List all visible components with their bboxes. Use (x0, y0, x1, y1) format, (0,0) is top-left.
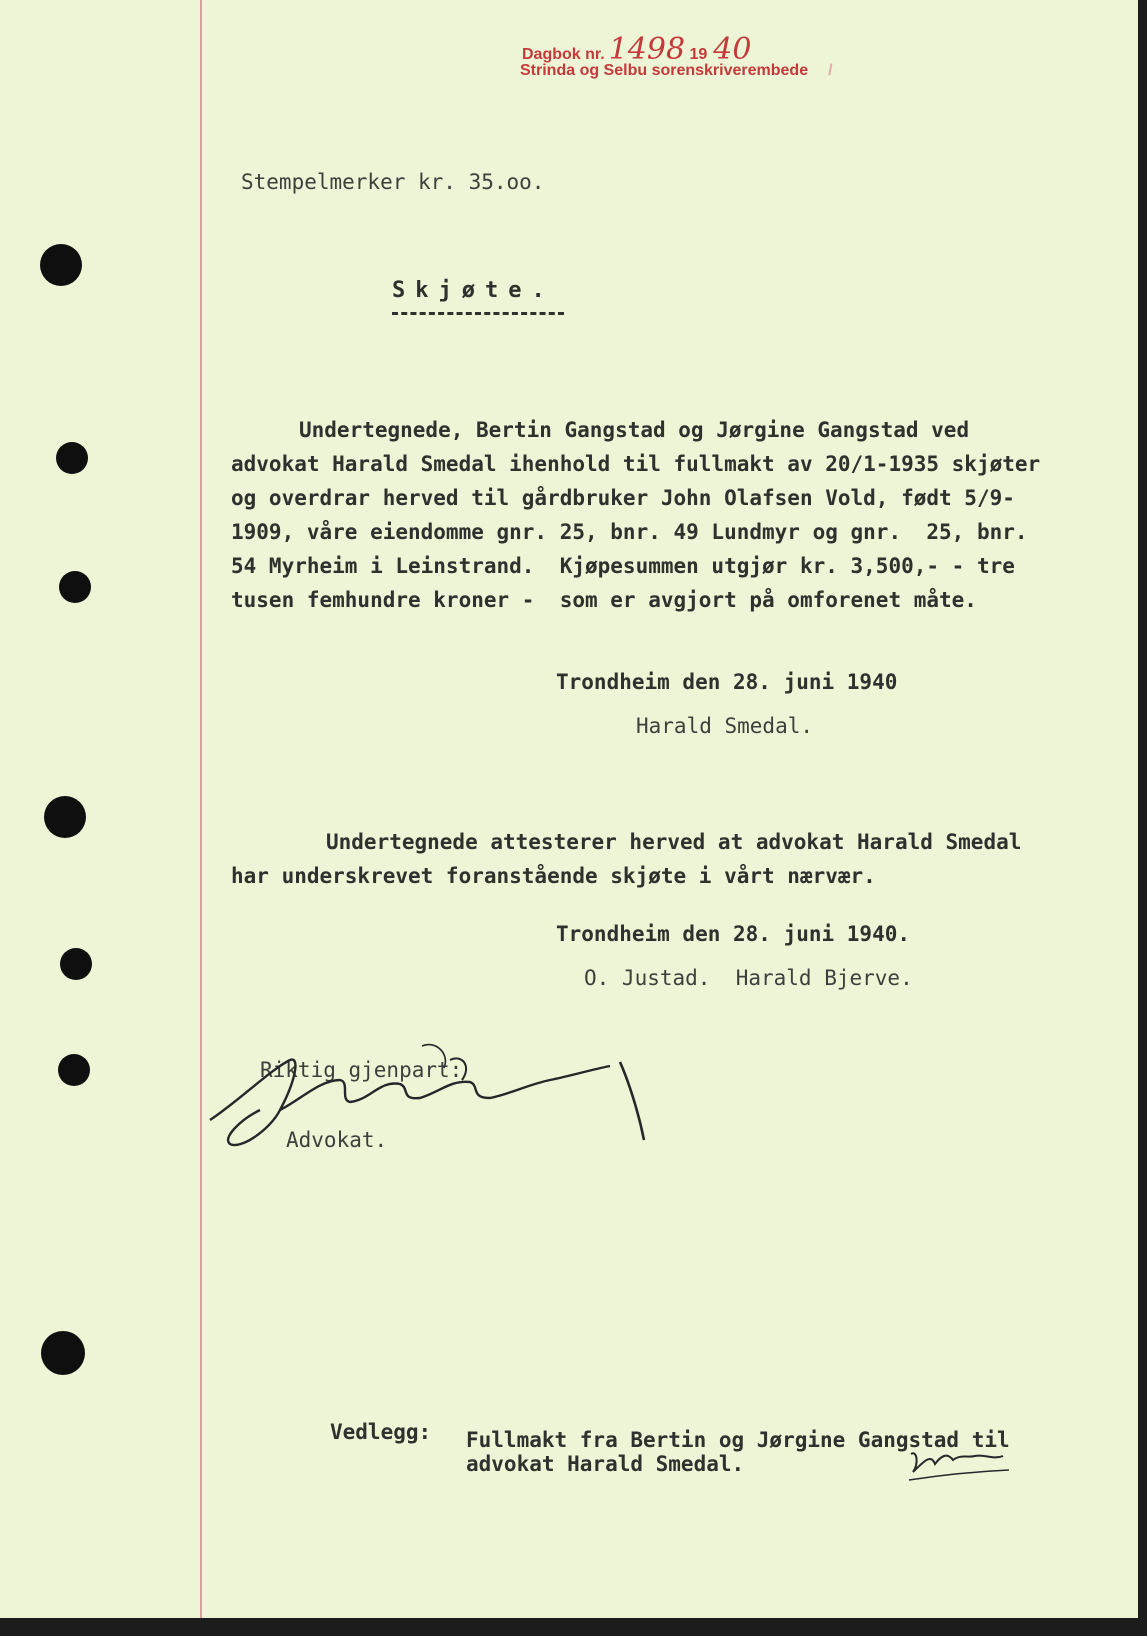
punch-hole-7 (41, 1331, 85, 1375)
stamp-year-suffix: 40 (713, 32, 752, 67)
margin-line (200, 0, 202, 1618)
witnesses: O. Justad. Harald Bjerve. (584, 966, 913, 990)
role-label: Advokat. (286, 1128, 388, 1152)
title-underline (392, 312, 564, 315)
attachment-line-1: Fullmakt fra Bertin og Jørgine Gangstad til (466, 1428, 1010, 1452)
stamp-duty-line: Stempelmerker kr. 35.oo. (241, 170, 545, 194)
attachment-line-2: advokat Harald Smedal. (466, 1452, 745, 1476)
stamp-prefix: Dagbok nr. (522, 46, 605, 63)
office-stamp (520, 62, 833, 80)
punch-hole-4 (44, 796, 86, 838)
paragraph1-line-3: og overdrar herved til gårdbruker John Olafsen Vold, født 5/9- (231, 486, 1015, 510)
paragraph1-line-2: advokat Harald Smedal ihenhold til fullmakt av 20/1-1935 skjøter (231, 452, 1041, 476)
stamp-year-prefix: 19 (689, 46, 708, 63)
certification-label: Riktig gjenpart: (260, 1058, 463, 1082)
stamp-smudge: / (828, 62, 833, 79)
stamp-number: 1498 (608, 32, 686, 67)
paragraph2-line-2: har underskrevet foranstående skjøte i vårt nærvær. (231, 864, 876, 888)
paragraph2-line-1: Undertegnede attesterer herved at advokat Harald Smedal (326, 830, 1022, 854)
office-name: Strinda og Selbu sorenskriverembede (520, 62, 809, 79)
paragraph1-line-4: 1909, våre eiendomme gnr. 25, bnr. 49 Lundmyr og gnr. 25, bnr. (231, 520, 1028, 544)
attachment-label: Vedlegg: (330, 1420, 432, 1444)
paragraph1-line-6: tusen femhundre kroner - som er avgjort på omforenet måte. (231, 588, 977, 612)
document-title: Skjøte. (392, 278, 555, 303)
paragraph1-line-5: 54 Myrheim i Leinstrand. Kjøpesummen utgjør kr. 3,500,- - tre (231, 554, 1015, 578)
punch-hole-5 (60, 948, 92, 980)
punch-hole-3 (59, 571, 91, 603)
place-date-2: Trondheim den 28. juni 1940. (556, 922, 911, 946)
punch-hole-2 (56, 442, 88, 474)
place-date-1: Trondheim den 28. juni 1940 (556, 670, 898, 694)
signer-1: Harald Smedal. (636, 714, 814, 738)
paragraph1-line-1: Undertegnede, Bertin Gangstad og Jørgine Gangstad ved (299, 418, 970, 442)
handwritten-signature (200, 1040, 680, 1160)
initials-signature (905, 1440, 1015, 1490)
punch-hole-6 (58, 1054, 90, 1086)
punch-hole-1 (40, 244, 82, 286)
